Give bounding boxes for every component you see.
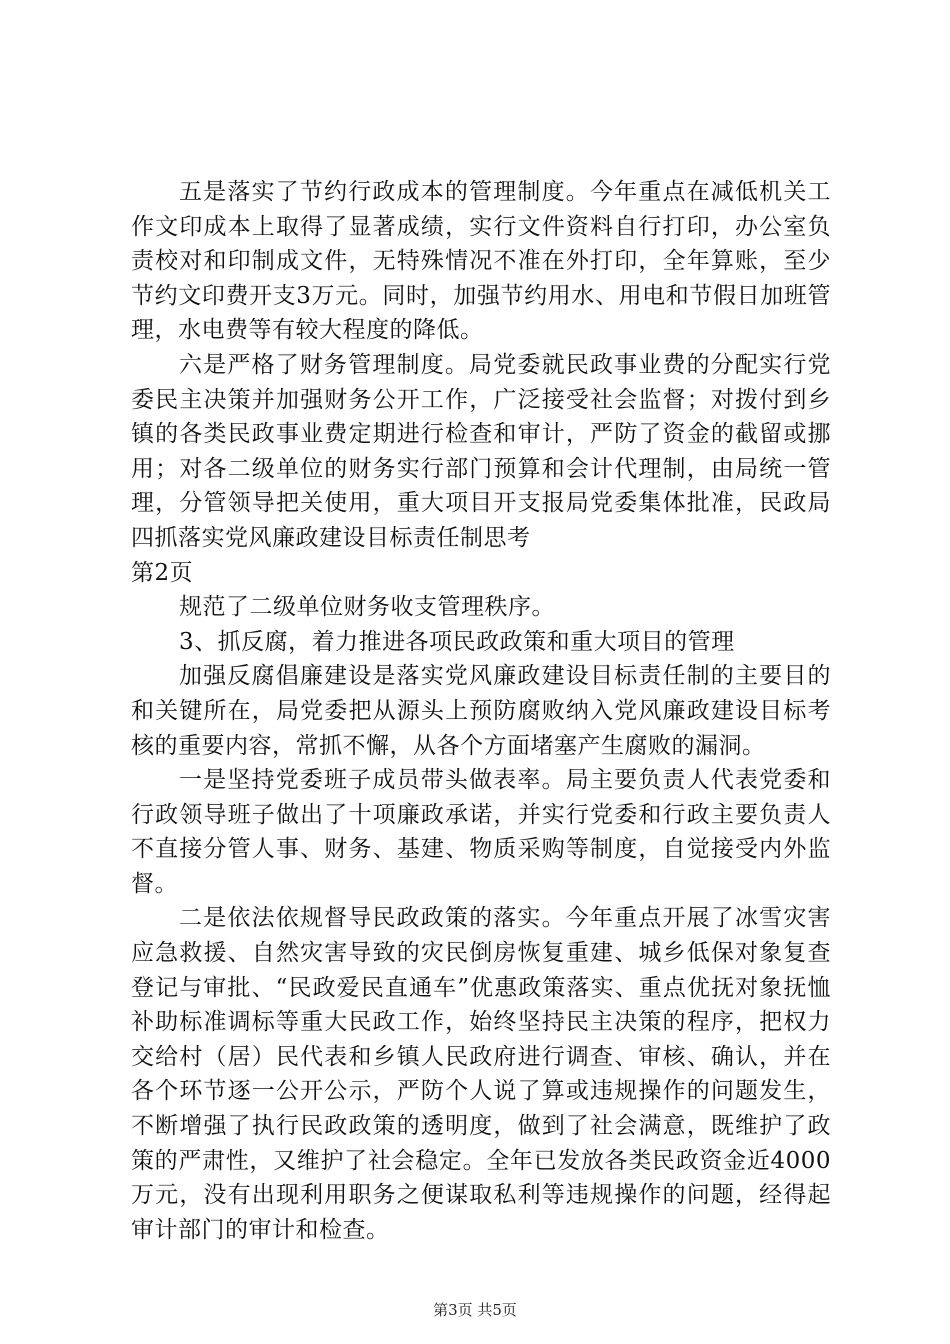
paragraph-anti-corruption: 加强反腐倡廉建设是落实党风廉政建设目标责任制的主要目的和关键所在，局党委把从源头上预防腐败纳入党风廉政建设目标考核的重要内容，常抓不懈，从各个方面堵塞产生腐败的漏洞。 (131, 663, 831, 759)
paragraph-cost-control: 五是落实了节约行政成本的管理制度。今年重点在减低机关工作文印成本上取得了显著成绩，实行文件资料自行打印，办公室负责校对和印制成文件，无特殊情况不准在外打印，全年算账，至少节约文印费开支3万元。同时，加强节约用水、用电和节假日加班管理，水电费等有较大程度的降低。 (131, 179, 831, 344)
page-number: 第3页 共5页 (433, 1301, 517, 1319)
paragraph-leadership-example: 一是坚持党委班子成员带头做表率。局主要负责人代表党委和行政领导班子做出了十项廉政承诺，并实行党委和行政主要负责人不直接分管人事、财务、基建、物质采购等制度，自觉接受内外监督。 (131, 767, 831, 897)
document-body (131, 175, 831, 1247)
paragraph-policy-supervision: 二是依法依规督导民政政策的落实。今年重点开展了冰雪灾害应急救援、自然灾害导致的灾民倒房恢复重建、城乡低保对象复查登记与审批、“民政爱民直通车”优惠政策落实、重点优抚对象抚恤补助标准调标等重大民政工作，始终坚持民主决策的程序，把权力交给村（居）民代表和乡镇人民政府进行调查、审核、确认，并在各个环节逐一公开公示，严防个人说了算或违规操作的问题发生，不断增强了执行民政政策的透明度，做到了社会满意，既维护了政策的严肃性，又维护了社会稳定。全年已发放各类民政资金近4000万元，没有出现利用职务之便谋取私利等违规操作的问题，经得起审计部门的审计和检查。 (131, 905, 831, 1243)
page-marker: 第2页 (131, 559, 194, 586)
paragraph-finance-order: 规范了二级单位财务收支管理秩序。 (179, 594, 555, 621)
page-footer (0, 1300, 950, 1320)
section-heading: 3、抓反腐，着力推进各项民政政策和重大项目的管理 (179, 628, 735, 655)
paragraph-finance-management: 六是严格了财务管理制度。局党委就民政事业费的分配实行党委民主决策并加强财务公开工作，广泛接受社会监督；对拨付到乡镇的各类民政事业费定期进行检查和审计，严防了资金的截留或挪用；对各二级单位的财务实行部门预算和会计代理制，由局统一管理，分管领导把关使用，重大项目开支报局党委集体批准，民政局四抓落实党风廉政建设目标责任制思考 (131, 351, 831, 551)
